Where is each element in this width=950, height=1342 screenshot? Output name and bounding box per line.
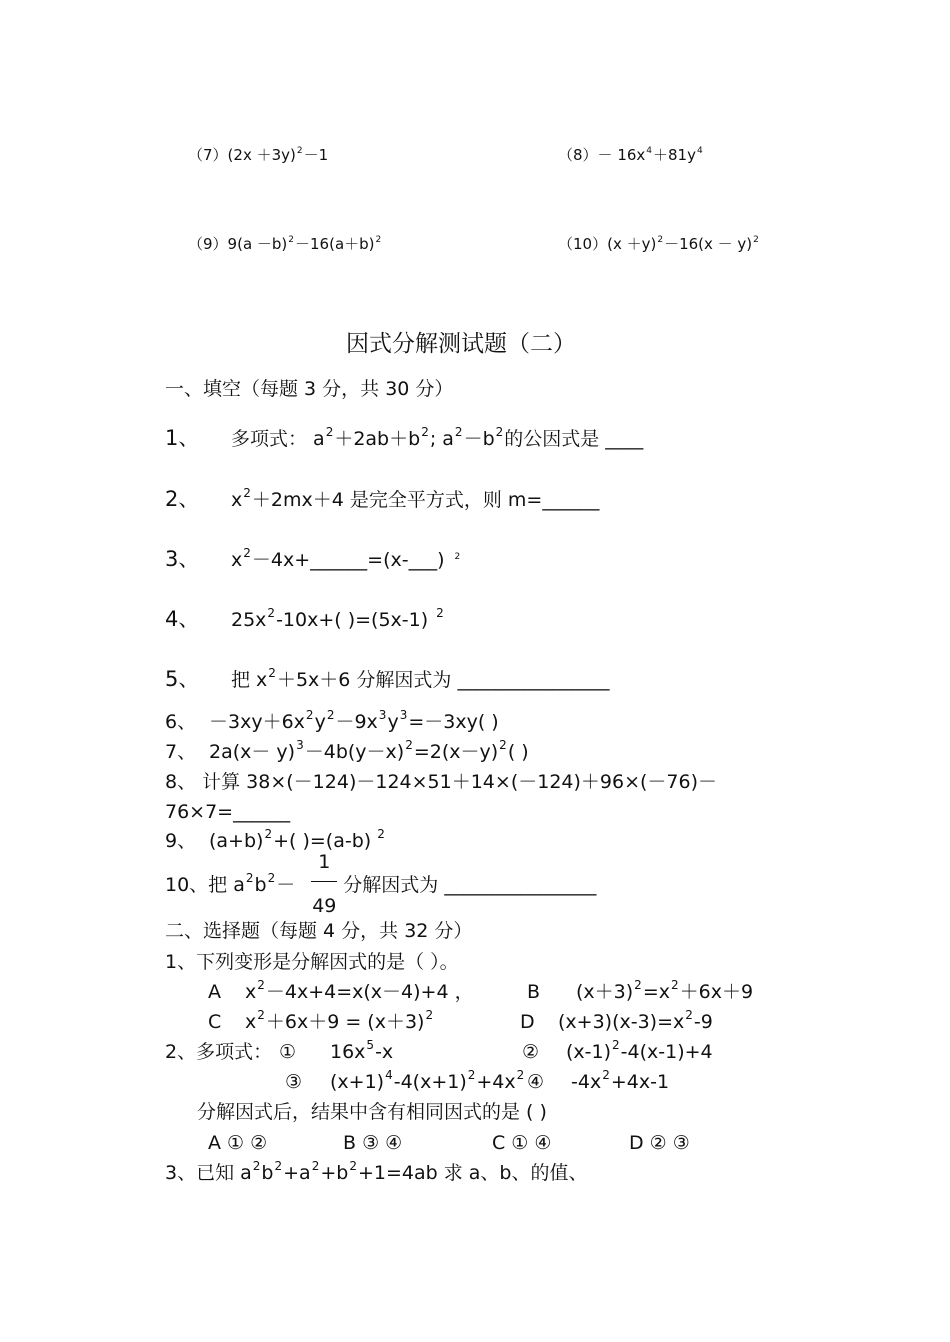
expr-part: (x-1) [566,1041,612,1063]
expr-part: ＋6x＋9 = (x＋3) [265,1011,425,1033]
question-8: 8、 计算 38×(－124)－124×51＋14×(－124)＋96×(－76)－ [165,771,718,793]
exponent: 3 [399,708,408,722]
expr-part: (a+b) [209,830,264,852]
expr-part: －1 [303,146,329,164]
problem-7 [188,148,328,163]
exponent: 2 [326,708,335,722]
expr-part: ＋81y [653,146,696,164]
polynomial-1 [279,1038,394,1063]
section-choice-heading: 二、选择题（每题 4 分，共 32 分） [165,920,473,942]
polynomial-4 [527,1068,670,1093]
choice-question-1: 1、下列变形是分解因式的是（ ）。 [165,951,459,973]
option-2d: D ② ③ [629,1132,690,1154]
question-5 [165,666,610,691]
exponent: 2 [267,606,276,620]
problem-number: （7） [188,146,228,164]
expr-part: x [245,1011,257,1033]
exponent: 2 [349,1159,357,1173]
exponent: 2 [257,1008,265,1022]
question-10 [165,851,597,917]
exponent: 2 [268,666,276,680]
exponent: 2 [612,1038,620,1052]
expr-part: ＋2mx＋4 是完全平方式，则 m=______ [251,489,600,511]
expr-part: =2(x－y) [413,741,499,763]
expr-part: 2a(x－ y) [209,741,296,763]
problem-8 [558,148,704,163]
expr-part: x [245,981,257,1003]
expr-part: 分解因式为 ________________ [343,874,597,896]
expr-part: －9x [335,711,378,733]
expr-part: -4(x-1)+4 [620,1041,713,1063]
expr-part: － [276,874,296,896]
expr-part: 3、已知 a [165,1162,252,1184]
question-7 [165,738,529,763]
exponent: 2 [245,871,254,885]
polynomial-3 [285,1068,525,1093]
exponent: 2 [495,425,504,439]
expr-part: x [231,549,243,571]
expr-part: +b [320,1162,349,1184]
expr-part: 10、把 a [165,874,245,896]
expr-part: 把 x [231,669,268,691]
expr-part: ＋5x＋6 分解因式为 ________________ [276,669,610,691]
exponent: 2 [467,1068,476,1082]
item-marker: ② [522,1041,540,1063]
exponent: 2 [375,235,382,245]
expr-part: ＋2ab＋b [334,428,421,450]
exponent: 5 [366,1038,375,1052]
expr-part: +1=4ab 求 a、b、的值、 [357,1162,588,1184]
option-2c: C ① ④ [492,1132,552,1154]
question-number: 6、 [165,711,197,733]
question-2 [165,486,600,511]
expr-part: (x＋3) [576,981,634,1003]
exponent: 2 [634,978,642,992]
exponent: 2 [243,546,251,560]
exponent: 2 [657,235,664,245]
expr-part: (x+3)(x-3)=x [558,1011,685,1033]
exponent: 2 [753,235,759,245]
question-number: 2、 [165,487,200,511]
item-marker: ④ [527,1071,545,1093]
exponent: 2 [516,1068,525,1082]
question-number: 1、 [165,426,200,450]
exponent: 2 [685,1008,693,1022]
question-6 [165,708,499,733]
choice-question-3 [165,1159,588,1184]
exponent: 2 [274,1159,283,1173]
expr-part: －16(a＋b) [295,235,375,253]
expr-part: x [231,489,243,511]
question-8-continued: 76×7=______ [165,801,291,823]
expr-part: -9 [693,1011,713,1033]
fraction-numerator: 1 [318,851,331,873]
expr-part: (2x ＋3y) [227,146,296,164]
exponent: 4 [385,1068,393,1082]
choice-question-2-prompt: 分解因式后，结果中含有相同因式的是 ( ) [197,1101,547,1123]
expr-part: y [314,711,326,733]
exponent: 2 [311,1159,320,1173]
problem-number: （10） [558,235,608,253]
expr-part: － 16x [597,146,646,164]
exponent: 2 [405,738,413,752]
fraction-bar [311,881,337,882]
exponent: 2 [305,708,314,722]
problem-number: （9） [188,235,228,253]
option-2a: A ① ② [208,1132,268,1154]
expr-part: y [387,711,399,733]
problem-10 [558,237,760,252]
fraction-denominator: 49 [312,895,337,917]
expr-part: (x+1) [330,1071,385,1093]
expr-part: ( ) [507,741,529,763]
option-1d [520,1008,713,1033]
expr-part: -10x+( )=(5x-1) [276,609,429,631]
problem-number: （8） [558,146,598,164]
exponent: 2 [425,1008,434,1022]
option-letter: C [208,1011,222,1033]
exponent: 2 [264,827,273,841]
exponent: 4 [696,146,703,156]
question-4 [165,606,445,631]
expr-part: =－3xy( ) [408,711,499,733]
exponent: 3 [296,738,304,752]
expr-part: ＋6x＋9 [679,981,754,1003]
exponent: 2 [499,738,507,752]
expr-part: 9(a －b) [227,235,288,253]
problem-9 [188,237,382,252]
expr-part: 25x [231,609,267,631]
exponent: 2 [325,425,334,439]
expr-part: +( )=(a-b) [273,830,372,852]
expr-part: +a [283,1162,311,1184]
exponent: 3 [378,708,387,722]
exponent: 2 [257,978,265,992]
exponent: 2 [252,1159,261,1173]
expr-part: －4b(y－x) [304,741,405,763]
option-1c [208,1008,434,1033]
question-number: 7、 [165,741,197,763]
question-1 [165,425,644,450]
expr-part: b [261,1162,274,1184]
expr-part: 多项式： a [231,428,325,450]
question-9 [165,827,386,852]
polynomial-2 [522,1038,713,1063]
exponent: 2 [421,425,429,439]
page-title: 因式分解测试题（二） [346,331,576,357]
expr-part: ; a [429,428,454,450]
exponent: 2 [670,978,679,992]
option-2b: B ③ ④ [343,1132,403,1154]
expr-part: －16(x － y) [664,235,753,253]
question-number: 9、 [165,830,197,852]
option-letter: B [527,981,541,1003]
exponent: 4 [646,146,653,156]
expr-part: +4x [476,1071,516,1093]
item-marker: ① [279,1041,297,1063]
section-fill-in-heading: 一、填空（每题 3 分，共 30 分） [165,378,454,400]
choice-question-2: 2、多项式： [165,1041,273,1063]
expr-part: -4x [571,1071,602,1093]
expr-part: =x [642,981,670,1003]
expr-part: -4(x+1) [393,1071,467,1093]
item-marker: ③ [285,1071,303,1093]
question-number: 4、 [165,607,200,631]
option-1a [208,978,474,1003]
exponent: 2 [454,552,461,562]
exponent: 2 [454,425,463,439]
expr-part: (x ＋y) [607,235,657,253]
fraction [311,851,337,917]
exponent: 2 [296,146,303,156]
expr-part: －4x+______=(x-___) [251,549,445,571]
exponent: 2 [288,235,295,245]
expr-part: －4x+4=x(x－4)+4 ， [265,981,474,1003]
exponent: 2 [243,486,251,500]
option-letter: A [208,981,221,1003]
question-number: 3、 [165,547,200,571]
expr-part: 的公因式是 ____ [504,428,644,450]
expr-part: 16x [330,1041,366,1063]
expr-part: +4x-1 [610,1071,670,1093]
expr-part: －b [463,428,495,450]
expr-part: -x [375,1041,394,1063]
question-number: 5、 [165,667,200,691]
exponent: 2 [602,1068,610,1082]
option-1b [527,978,754,1003]
exponent: 2 [377,827,385,841]
expr-part: b [254,874,267,896]
question-3 [165,546,461,571]
exponent: 2 [436,606,444,620]
expr-part: －3xy＋6x [209,711,305,733]
option-letter: D [520,1011,535,1033]
exponent: 2 [267,871,276,885]
